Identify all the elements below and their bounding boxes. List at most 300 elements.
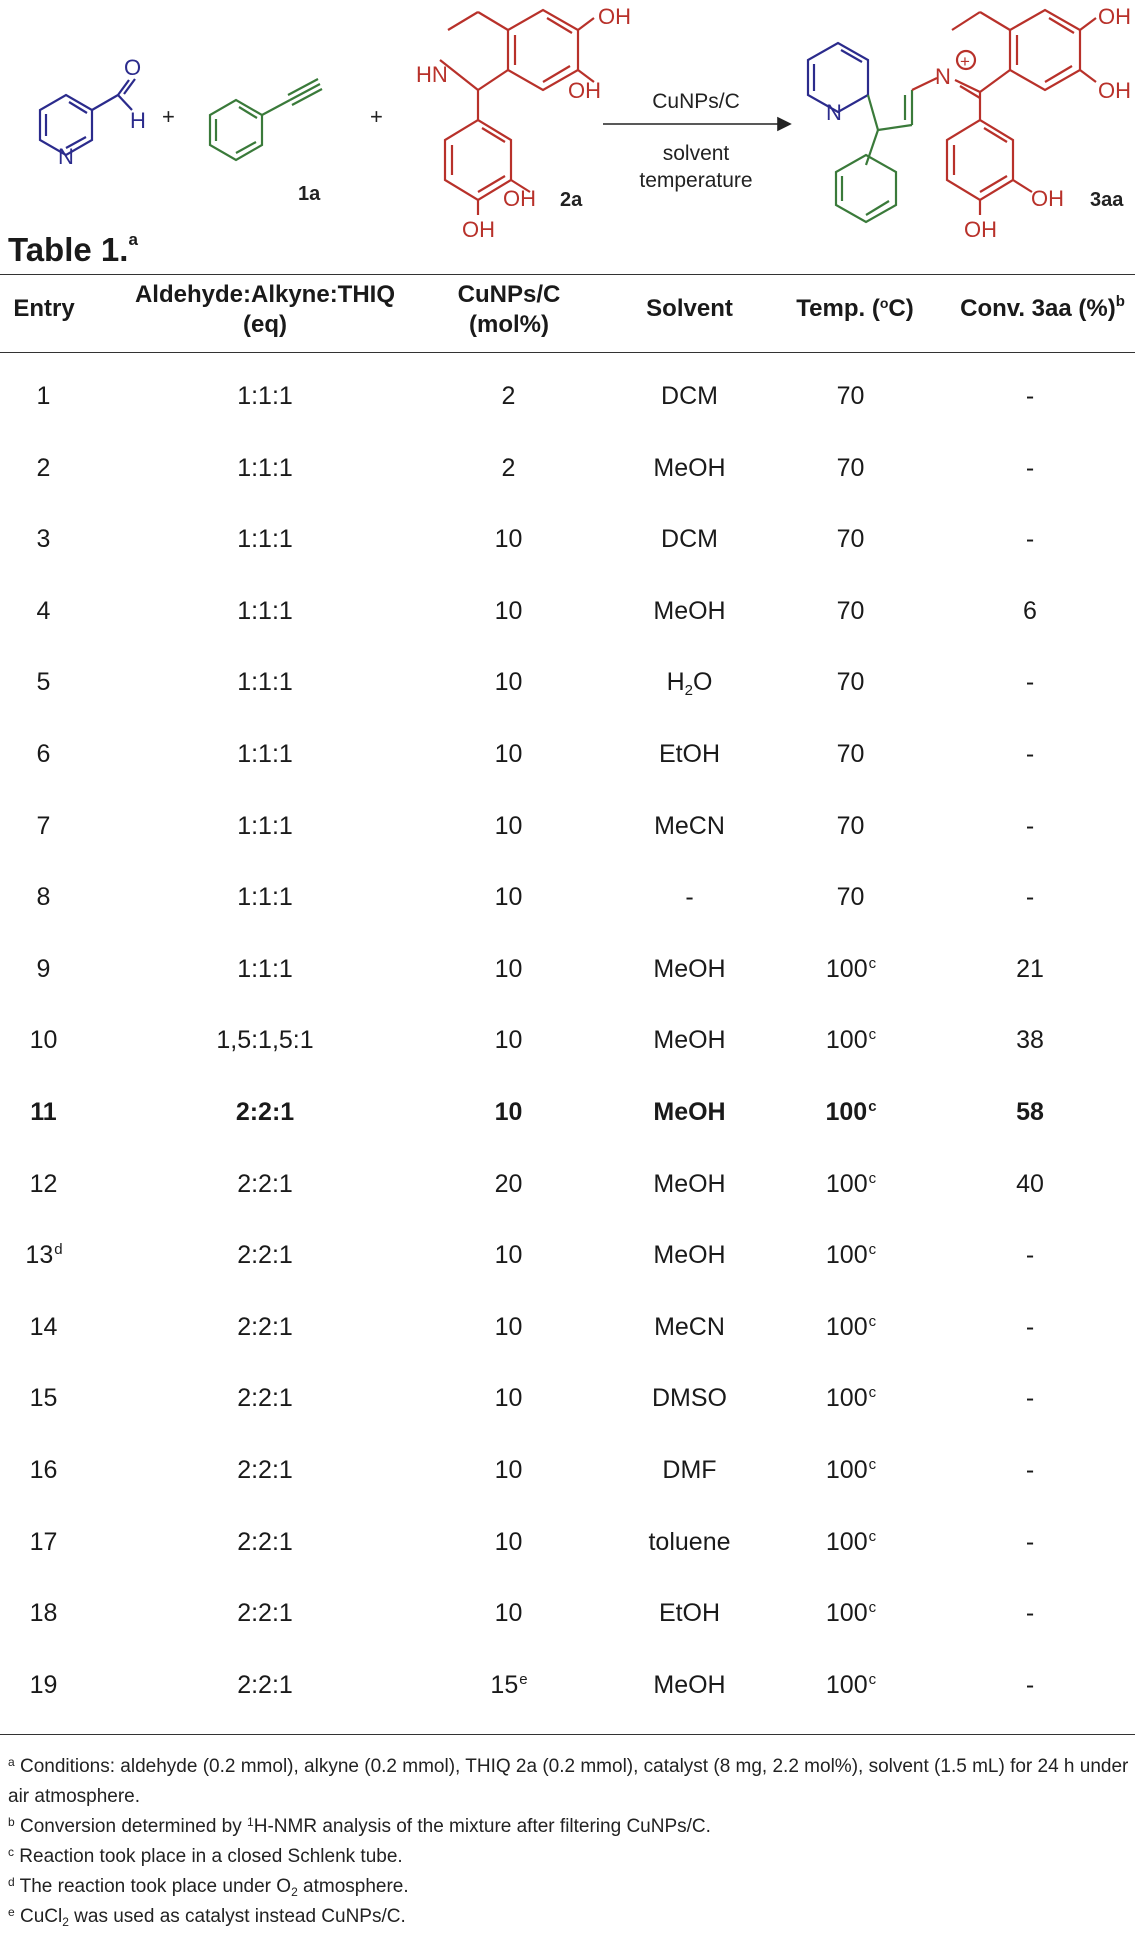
row-conv: - bbox=[1025, 1384, 1035, 1413]
footnote-b-text-1: Conversion determined by bbox=[14, 1816, 248, 1837]
cell-temperature bbox=[772, 1235, 930, 1275]
row-cat: 10 bbox=[494, 1456, 523, 1484]
table-title bbox=[8, 231, 138, 269]
row-cat: 10 bbox=[494, 525, 523, 554]
cell-conversion bbox=[940, 1164, 1120, 1204]
product-n-isoquinolinium-label: N bbox=[935, 64, 951, 89]
cell-catalyst bbox=[430, 448, 588, 488]
row-solvent: EtOH bbox=[658, 740, 721, 768]
cell-ratio bbox=[130, 1307, 400, 1347]
cell-catalyst bbox=[430, 1450, 588, 1490]
row-conv: - bbox=[1025, 1527, 1035, 1556]
table-row bbox=[0, 1378, 1145, 1418]
cell-entry bbox=[0, 806, 88, 846]
table-row bbox=[0, 1164, 1145, 1204]
row-ratio: 2:2:1 bbox=[237, 1527, 293, 1556]
row-cat: 2 bbox=[501, 382, 516, 410]
row-cat: 10 bbox=[494, 1026, 523, 1055]
row-conv: - bbox=[1025, 525, 1035, 554]
cell-entry bbox=[0, 877, 88, 917]
footnote-a-mark: a bbox=[8, 1755, 15, 1769]
cell-ratio bbox=[130, 376, 400, 416]
table-row bbox=[0, 591, 1145, 631]
row-entry: 14 bbox=[29, 1312, 58, 1341]
cell-entry bbox=[0, 1665, 88, 1705]
header-temp-prefix: Temp. ( bbox=[796, 295, 880, 322]
table-row bbox=[0, 1450, 1145, 1490]
cell-conversion bbox=[940, 519, 1120, 559]
table-row bbox=[0, 1307, 1145, 1347]
table-bottom-rule bbox=[0, 1734, 1135, 1735]
arrow-temperature-label: temperature bbox=[639, 169, 753, 192]
row-temp: 70 bbox=[836, 453, 865, 482]
thiq-oh-label-1: OH bbox=[598, 4, 631, 29]
cell-catalyst bbox=[430, 1020, 588, 1060]
cell-temperature bbox=[772, 662, 930, 702]
label-3aa: 3aa bbox=[1090, 189, 1124, 211]
row-solvent: MeCN bbox=[654, 1312, 725, 1341]
cell-solvent bbox=[607, 734, 772, 774]
cell-conversion bbox=[940, 1307, 1120, 1347]
row-cat: 20 bbox=[494, 1169, 523, 1198]
row-entry: 5 bbox=[36, 668, 51, 697]
header-entry: Entry bbox=[13, 295, 75, 322]
row-ratio: 2:2:1 bbox=[237, 1241, 293, 1270]
reaction-arrow bbox=[603, 118, 790, 130]
row-temp: 100 bbox=[825, 1026, 868, 1055]
cell-temperature bbox=[772, 519, 930, 559]
row-temp-note: c bbox=[868, 1169, 877, 1187]
cell-conversion bbox=[940, 949, 1120, 989]
product-oh-label-4: OH bbox=[964, 217, 997, 240]
row-ratio: 1:1:1 bbox=[237, 525, 293, 554]
row-conv: - bbox=[1025, 811, 1035, 840]
table-row bbox=[0, 519, 1145, 559]
footnote-d-text-1: The reaction took place under O bbox=[14, 1876, 292, 1897]
row-cat: 15 bbox=[490, 1670, 519, 1699]
header-catalyst-line1: CuNPs/C bbox=[457, 281, 561, 308]
row-entry: 8 bbox=[36, 883, 51, 912]
row-ratio: 2:2:1 bbox=[237, 1384, 293, 1413]
row-temp-note: c bbox=[868, 1312, 877, 1330]
scheme-n-label: N bbox=[58, 144, 74, 169]
thiq-hn-label: HN bbox=[416, 62, 448, 87]
row-temp: 70 bbox=[836, 883, 865, 912]
label-1a: 1a bbox=[298, 183, 321, 205]
cell-temperature bbox=[772, 734, 930, 774]
header-ratio-line2: (eq) bbox=[243, 311, 287, 338]
header-temp-degree: o bbox=[879, 295, 889, 311]
arrow-solvent-label: solvent bbox=[662, 142, 730, 165]
cell-solvent bbox=[607, 376, 772, 416]
row-temp-note: c bbox=[868, 954, 877, 972]
row-conv: 58 bbox=[1016, 1098, 1044, 1126]
row-ratio: 1:1:1 bbox=[237, 668, 293, 697]
footnote-e-mark: e bbox=[8, 1905, 15, 1919]
reaction-scheme bbox=[0, 0, 1145, 240]
header-conversion-text: Conv. 3aa (%) bbox=[960, 295, 1116, 322]
cell-conversion bbox=[940, 1092, 1120, 1132]
row-cat: 10 bbox=[494, 668, 523, 697]
row-solvent: EtOH bbox=[658, 1599, 721, 1628]
cell-catalyst bbox=[430, 734, 588, 774]
cell-solvent bbox=[607, 519, 772, 559]
row-temp: 70 bbox=[836, 382, 865, 410]
row-entry: 16 bbox=[29, 1456, 58, 1484]
row-temp: 100 bbox=[825, 1169, 868, 1198]
table-header-rule bbox=[0, 352, 1135, 353]
cell-entry bbox=[0, 1450, 88, 1490]
row-conv: - bbox=[1025, 1599, 1035, 1628]
row-cat-note: e bbox=[519, 1670, 528, 1688]
header-solvent: Solvent bbox=[646, 295, 733, 322]
cell-conversion bbox=[940, 591, 1120, 631]
row-ratio: 1:1:1 bbox=[237, 453, 293, 482]
row-entry: 19 bbox=[29, 1670, 58, 1699]
row-cat: 2 bbox=[501, 453, 516, 482]
row-solvent: MeOH bbox=[653, 1169, 726, 1198]
footnote-d bbox=[8, 1872, 1138, 1902]
row-temp: 70 bbox=[836, 811, 865, 840]
row-conv: 38 bbox=[1016, 1026, 1044, 1055]
row-conv: - bbox=[1025, 1312, 1035, 1341]
cell-temperature bbox=[772, 949, 930, 989]
product-charge-label: + bbox=[960, 52, 970, 71]
cell-entry bbox=[0, 376, 88, 416]
cell-catalyst bbox=[430, 949, 588, 989]
cell-solvent bbox=[607, 1092, 772, 1132]
row-ratio: 2:2:1 bbox=[237, 1169, 293, 1198]
cell-conversion bbox=[940, 1593, 1120, 1633]
table-row bbox=[0, 1020, 1145, 1060]
row-conv: - bbox=[1025, 1456, 1035, 1484]
row-entry: 4 bbox=[36, 596, 51, 625]
row-temp: 70 bbox=[836, 740, 865, 768]
cell-solvent bbox=[607, 949, 772, 989]
table-row bbox=[0, 1235, 1145, 1275]
cell-entry bbox=[0, 1235, 88, 1275]
cell-ratio bbox=[130, 1020, 400, 1060]
cell-catalyst bbox=[430, 806, 588, 846]
plus-sign-1: + bbox=[162, 104, 175, 129]
cell-catalyst bbox=[430, 1665, 588, 1705]
cell-catalyst bbox=[430, 1522, 588, 1562]
cell-entry bbox=[0, 734, 88, 774]
row-entry: 17 bbox=[29, 1527, 58, 1556]
thiq-oh-label-4: OH bbox=[462, 217, 495, 240]
cell-solvent bbox=[607, 662, 772, 702]
row-ratio: 1:1:1 bbox=[237, 883, 293, 912]
footnote-a bbox=[8, 1752, 1138, 1812]
table-row bbox=[0, 1593, 1145, 1633]
row-ratio: 1:1:1 bbox=[237, 811, 293, 840]
cell-ratio bbox=[130, 1235, 400, 1275]
row-entry: 9 bbox=[36, 954, 51, 983]
cell-ratio bbox=[130, 1164, 400, 1204]
cell-temperature bbox=[772, 1593, 930, 1633]
footnote-e-text-1: CuCl bbox=[14, 1906, 63, 1927]
row-temp-note: c bbox=[868, 1026, 877, 1044]
row-cat: 10 bbox=[494, 1599, 523, 1628]
cell-ratio bbox=[130, 1450, 400, 1490]
row-cat: 10 bbox=[494, 954, 523, 983]
cell-ratio bbox=[130, 806, 400, 846]
cell-temperature bbox=[772, 376, 930, 416]
cell-entry bbox=[0, 1593, 88, 1633]
cell-temperature bbox=[772, 591, 930, 631]
table-row bbox=[0, 877, 1145, 917]
header-ratio bbox=[110, 280, 420, 340]
row-ratio: 1:1:1 bbox=[237, 382, 293, 410]
cell-temperature bbox=[772, 448, 930, 488]
cell-conversion bbox=[940, 806, 1120, 846]
cell-catalyst bbox=[430, 376, 588, 416]
footnote-c bbox=[8, 1842, 1138, 1872]
footnote-d-subscript: 2 bbox=[291, 1885, 298, 1899]
row-entry: 11 bbox=[30, 1098, 57, 1126]
label-2a: 2a bbox=[560, 189, 583, 211]
row-ratio: 2:2:1 bbox=[235, 1098, 295, 1126]
cell-catalyst bbox=[430, 1164, 588, 1204]
footnote-e-subscript: 2 bbox=[62, 1915, 69, 1929]
cell-ratio bbox=[130, 591, 400, 631]
header-temperature bbox=[770, 294, 940, 324]
row-temp: 70 bbox=[836, 668, 865, 697]
row-solvent: $H_2O$ bbox=[666, 668, 713, 700]
row-temp-note: c bbox=[868, 1599, 877, 1617]
cell-temperature bbox=[772, 806, 930, 846]
row-temp: 70 bbox=[836, 596, 865, 625]
table-title-note: a bbox=[128, 230, 138, 249]
cell-ratio bbox=[130, 877, 400, 917]
row-solvent: - bbox=[685, 883, 694, 912]
table-row bbox=[0, 806, 1145, 846]
cell-solvent bbox=[607, 448, 772, 488]
row-conv: - bbox=[1025, 382, 1035, 410]
cell-conversion bbox=[940, 1450, 1120, 1490]
row-entry: 2 bbox=[36, 453, 51, 482]
cell-ratio bbox=[130, 448, 400, 488]
row-cat: 10 bbox=[494, 596, 523, 625]
cell-ratio bbox=[130, 1522, 400, 1562]
row-conv: 21 bbox=[1016, 954, 1044, 983]
product-n-pyridine-label: N bbox=[826, 100, 842, 125]
row-entry: 6 bbox=[36, 740, 51, 768]
row-entry-note: d bbox=[54, 1241, 63, 1259]
cell-catalyst bbox=[430, 519, 588, 559]
cell-entry bbox=[0, 448, 88, 488]
row-solvent: DMF bbox=[662, 1456, 717, 1484]
cell-entry bbox=[0, 1020, 88, 1060]
cell-catalyst bbox=[430, 1378, 588, 1418]
row-temp-note: c bbox=[868, 1527, 877, 1545]
cell-temperature bbox=[772, 1665, 930, 1705]
cell-ratio bbox=[130, 1378, 400, 1418]
row-cat: 10 bbox=[494, 811, 523, 840]
cell-ratio bbox=[130, 1092, 400, 1132]
cell-ratio bbox=[130, 949, 400, 989]
row-conv: - bbox=[1025, 453, 1035, 482]
header-conversion-note: b bbox=[1115, 293, 1125, 310]
cell-solvent bbox=[607, 877, 772, 917]
cell-solvent bbox=[607, 1020, 772, 1060]
footnote-b bbox=[8, 1812, 1138, 1842]
row-solvent: MeCN bbox=[654, 811, 725, 840]
cell-ratio bbox=[130, 662, 400, 702]
row-ratio: 1:1:1 bbox=[237, 954, 293, 983]
scheme-h-label: H bbox=[130, 108, 146, 133]
cell-solvent bbox=[607, 1450, 772, 1490]
row-cat: 10 bbox=[494, 883, 523, 912]
row-cat: 10 bbox=[494, 1098, 523, 1126]
footnote-a-text: Conditions: aldehyde (0.2 mmol), alkyne (0.2 mmol), THIQ 2a (0.2 mmol), catalyst (8 mg, 2.2 mol%), solvent (1.5 mL) for 24 h under air atmosphere. bbox=[8, 1756, 1129, 1807]
cell-temperature bbox=[772, 1378, 930, 1418]
row-temp: 100 bbox=[825, 1599, 868, 1628]
header-catalyst-line2: (mol%) bbox=[469, 311, 549, 338]
row-cat: 10 bbox=[494, 1312, 523, 1341]
cell-entry bbox=[0, 1522, 88, 1562]
row-conv: - bbox=[1025, 740, 1035, 768]
cell-catalyst bbox=[430, 1235, 588, 1275]
header-catalyst bbox=[430, 280, 588, 340]
row-temp-note: c bbox=[868, 1241, 877, 1259]
table-row bbox=[0, 448, 1145, 488]
cell-solvent bbox=[607, 1307, 772, 1347]
cell-ratio bbox=[130, 1665, 400, 1705]
row-solvent: MeOH bbox=[653, 1670, 726, 1699]
row-cat: 10 bbox=[494, 1241, 523, 1270]
row-entry: 7 bbox=[36, 811, 51, 840]
footnote-d-mark: d bbox=[8, 1875, 15, 1889]
cell-ratio bbox=[130, 519, 400, 559]
product-oh-label-3: OH bbox=[1031, 186, 1064, 211]
cell-solvent bbox=[607, 806, 772, 846]
table-row bbox=[0, 734, 1145, 774]
scheme-o-label: O bbox=[124, 55, 142, 80]
table-row bbox=[0, 1522, 1145, 1562]
row-temp: 100 bbox=[825, 1670, 868, 1699]
row-solvent: MeOH bbox=[653, 596, 726, 625]
cell-conversion bbox=[940, 734, 1120, 774]
footnote-e bbox=[8, 1902, 1138, 1932]
row-temp: 70 bbox=[836, 525, 865, 554]
cell-solvent bbox=[607, 1164, 772, 1204]
row-temp-note: c bbox=[868, 1456, 877, 1473]
row-cat: 10 bbox=[494, 1384, 523, 1413]
cell-temperature bbox=[772, 1307, 930, 1347]
cell-temperature bbox=[772, 877, 930, 917]
cell-solvent bbox=[607, 1593, 772, 1633]
table-row bbox=[0, 376, 1145, 416]
table-top-rule bbox=[0, 274, 1135, 275]
row-solvent: MeOH bbox=[653, 1098, 726, 1126]
cell-catalyst bbox=[430, 877, 588, 917]
cell-conversion bbox=[940, 1020, 1120, 1060]
row-ratio: 1,5:1,5:1 bbox=[216, 1026, 314, 1055]
row-entry: 10 bbox=[29, 1026, 58, 1055]
cell-entry bbox=[0, 519, 88, 559]
row-ratio: 2:2:1 bbox=[237, 1456, 293, 1484]
row-temp-note: c bbox=[868, 1670, 877, 1688]
row-solvent: DCM bbox=[661, 382, 718, 410]
row-solvent: DCM bbox=[661, 525, 718, 554]
row-solvent: MeOH bbox=[653, 1241, 726, 1270]
row-entry: 18 bbox=[29, 1599, 58, 1628]
row-temp: 100 bbox=[825, 1527, 868, 1556]
thiq-oh-label-3: OH bbox=[503, 186, 536, 211]
product-oh-label-1: OH bbox=[1098, 4, 1131, 29]
footnote-b-mark: b bbox=[8, 1815, 15, 1829]
row-temp-note: c bbox=[868, 1098, 877, 1115]
row-conv: - bbox=[1025, 883, 1035, 912]
row-ratio: 1:1:1 bbox=[237, 596, 293, 625]
footnote-c-text: Reaction took place in a closed Schlenk tube. bbox=[14, 1846, 403, 1867]
cell-conversion bbox=[940, 376, 1120, 416]
table-row bbox=[0, 949, 1145, 989]
table-row bbox=[0, 1665, 1145, 1705]
table-row bbox=[0, 662, 1145, 702]
row-solvent: toluene bbox=[648, 1527, 731, 1556]
product-oh-label-2: OH bbox=[1098, 78, 1131, 103]
cell-ratio bbox=[130, 734, 400, 774]
cell-catalyst bbox=[430, 1092, 588, 1132]
footnote-c-mark: c bbox=[8, 1845, 14, 1859]
footnote-b-superscript: 1 bbox=[247, 1815, 254, 1829]
cell-temperature bbox=[772, 1450, 930, 1490]
row-conv: 6 bbox=[1023, 596, 1037, 625]
row-ratio: 2:2:1 bbox=[237, 1599, 293, 1628]
cell-catalyst bbox=[430, 1307, 588, 1347]
row-ratio: 2:2:1 bbox=[237, 1312, 293, 1341]
cell-temperature bbox=[772, 1164, 930, 1204]
row-solvent: MeOH bbox=[653, 1026, 726, 1055]
footnote-e-text-2: was used as catalyst instead CuNPs/C. bbox=[68, 1906, 406, 1927]
header-conversion bbox=[945, 294, 1140, 324]
row-conv: 40 bbox=[1016, 1169, 1044, 1198]
row-entry: 15 bbox=[29, 1384, 58, 1413]
row-ratio: 1:1:1 bbox=[237, 740, 293, 768]
row-entry: 3 bbox=[36, 525, 51, 554]
table-header-row bbox=[0, 276, 1145, 352]
row-conv: - bbox=[1025, 1670, 1035, 1699]
row-entry: 12 bbox=[29, 1169, 58, 1198]
cell-conversion bbox=[940, 1235, 1120, 1275]
row-ratio: 2:2:1 bbox=[237, 1670, 293, 1699]
cell-conversion bbox=[940, 448, 1120, 488]
cell-entry bbox=[0, 1307, 88, 1347]
row-temp: 100 bbox=[825, 1241, 868, 1270]
cell-temperature bbox=[772, 1092, 930, 1132]
cell-entry bbox=[0, 662, 88, 702]
cell-solvent bbox=[607, 1378, 772, 1418]
cell-conversion bbox=[940, 1665, 1120, 1705]
cell-entry bbox=[0, 949, 88, 989]
cell-entry bbox=[0, 1164, 88, 1204]
header-temp-suffix: C) bbox=[888, 295, 914, 322]
cell-entry bbox=[0, 591, 88, 631]
cell-solvent bbox=[607, 591, 772, 631]
cell-catalyst bbox=[430, 1593, 588, 1633]
row-entry: 13 bbox=[25, 1241, 54, 1270]
cell-entry bbox=[0, 1092, 88, 1132]
cell-temperature bbox=[772, 1522, 930, 1562]
row-cat: 10 bbox=[494, 740, 523, 768]
row-conv: - bbox=[1025, 668, 1035, 697]
thiq-structure bbox=[440, 10, 594, 215]
cell-solvent bbox=[607, 1522, 772, 1562]
cell-catalyst bbox=[430, 591, 588, 631]
cell-solvent bbox=[607, 1665, 772, 1705]
